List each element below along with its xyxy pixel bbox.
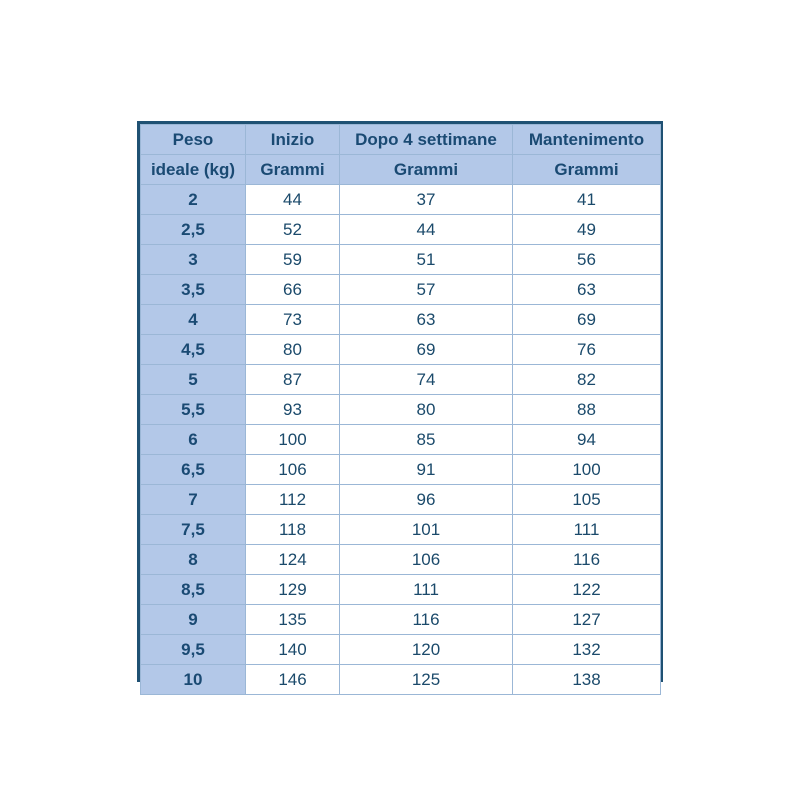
after-4-weeks-grams-cell: 120 bbox=[340, 635, 513, 665]
maintenance-grams-cell: 132 bbox=[513, 635, 661, 665]
column-header-after-4-weeks: Dopo 4 settimane bbox=[340, 125, 513, 155]
maintenance-grams-cell: 76 bbox=[513, 335, 661, 365]
start-grams-cell: 80 bbox=[246, 335, 340, 365]
after-4-weeks-grams-cell: 80 bbox=[340, 395, 513, 425]
after-4-weeks-grams-cell: 101 bbox=[340, 515, 513, 545]
start-grams-cell: 118 bbox=[246, 515, 340, 545]
start-grams-cell: 73 bbox=[246, 305, 340, 335]
table-row bbox=[141, 665, 661, 695]
after-4-weeks-grams-cell: 106 bbox=[340, 545, 513, 575]
after-4-weeks-grams-cell: 111 bbox=[340, 575, 513, 605]
start-grams-cell: 52 bbox=[246, 215, 340, 245]
maintenance-grams-cell: 122 bbox=[513, 575, 661, 605]
maintenance-grams-cell: 111 bbox=[513, 515, 661, 545]
start-grams-cell: 140 bbox=[246, 635, 340, 665]
start-grams-cell: 135 bbox=[246, 605, 340, 635]
weight-cell: 9,5 bbox=[141, 635, 246, 665]
maintenance-grams-cell: 56 bbox=[513, 245, 661, 275]
maintenance-grams-cell: 94 bbox=[513, 425, 661, 455]
weight-cell: 8,5 bbox=[141, 575, 246, 605]
weight-cell: 6,5 bbox=[141, 455, 246, 485]
weight-cell: 2,5 bbox=[141, 215, 246, 245]
start-grams-cell: 44 bbox=[246, 185, 340, 215]
start-grams-cell: 112 bbox=[246, 485, 340, 515]
start-grams-cell: 66 bbox=[246, 275, 340, 305]
maintenance-grams-cell: 69 bbox=[513, 305, 661, 335]
table-row bbox=[141, 275, 661, 305]
unit-header-start: Grammi bbox=[246, 155, 340, 185]
maintenance-grams-cell: 100 bbox=[513, 455, 661, 485]
table-row bbox=[141, 635, 661, 665]
table-row bbox=[141, 215, 661, 245]
weight-cell: 10 bbox=[141, 665, 246, 695]
start-grams-cell: 124 bbox=[246, 545, 340, 575]
maintenance-grams-cell: 116 bbox=[513, 545, 661, 575]
table-row bbox=[141, 455, 661, 485]
table-row bbox=[141, 515, 661, 545]
weight-cell: 8 bbox=[141, 545, 246, 575]
maintenance-grams-cell: 138 bbox=[513, 665, 661, 695]
weight-cell: 7,5 bbox=[141, 515, 246, 545]
after-4-weeks-grams-cell: 37 bbox=[340, 185, 513, 215]
after-4-weeks-grams-cell: 125 bbox=[340, 665, 513, 695]
header-row-titles bbox=[141, 125, 661, 155]
start-grams-cell: 106 bbox=[246, 455, 340, 485]
table-row bbox=[141, 185, 661, 215]
weight-cell: 5,5 bbox=[141, 395, 246, 425]
table-body bbox=[141, 185, 661, 695]
unit-header-after-4-weeks: Grammi bbox=[340, 155, 513, 185]
weight-cell: 7 bbox=[141, 485, 246, 515]
after-4-weeks-grams-cell: 91 bbox=[340, 455, 513, 485]
start-grams-cell: 59 bbox=[246, 245, 340, 275]
table-row bbox=[141, 575, 661, 605]
column-header-maintenance: Mantenimento bbox=[513, 125, 661, 155]
table-row bbox=[141, 485, 661, 515]
weight-cell: 9 bbox=[141, 605, 246, 635]
feeding-table bbox=[140, 124, 661, 695]
table-row bbox=[141, 335, 661, 365]
table-row bbox=[141, 605, 661, 635]
start-grams-cell: 100 bbox=[246, 425, 340, 455]
weight-cell: 3 bbox=[141, 245, 246, 275]
table-row bbox=[141, 395, 661, 425]
table-row bbox=[141, 305, 661, 335]
after-4-weeks-grams-cell: 51 bbox=[340, 245, 513, 275]
column-header-start: Inizio bbox=[246, 125, 340, 155]
after-4-weeks-grams-cell: 63 bbox=[340, 305, 513, 335]
weight-cell: 2 bbox=[141, 185, 246, 215]
table-row bbox=[141, 425, 661, 455]
after-4-weeks-grams-cell: 69 bbox=[340, 335, 513, 365]
after-4-weeks-grams-cell: 116 bbox=[340, 605, 513, 635]
table-row bbox=[141, 545, 661, 575]
header-row-units bbox=[141, 155, 661, 185]
after-4-weeks-grams-cell: 44 bbox=[340, 215, 513, 245]
after-4-weeks-grams-cell: 74 bbox=[340, 365, 513, 395]
table-row bbox=[141, 365, 661, 395]
maintenance-grams-cell: 127 bbox=[513, 605, 661, 635]
maintenance-grams-cell: 49 bbox=[513, 215, 661, 245]
weight-cell: 4,5 bbox=[141, 335, 246, 365]
after-4-weeks-grams-cell: 85 bbox=[340, 425, 513, 455]
weight-cell: 3,5 bbox=[141, 275, 246, 305]
start-grams-cell: 87 bbox=[246, 365, 340, 395]
start-grams-cell: 146 bbox=[246, 665, 340, 695]
weight-header-line2: ideale (kg) bbox=[141, 155, 246, 185]
feeding-table-frame bbox=[137, 121, 663, 689]
unit-header-maintenance: Grammi bbox=[513, 155, 661, 185]
after-4-weeks-grams-cell: 57 bbox=[340, 275, 513, 305]
maintenance-grams-cell: 105 bbox=[513, 485, 661, 515]
maintenance-grams-cell: 88 bbox=[513, 395, 661, 425]
maintenance-grams-cell: 63 bbox=[513, 275, 661, 305]
maintenance-grams-cell: 82 bbox=[513, 365, 661, 395]
start-grams-cell: 129 bbox=[246, 575, 340, 605]
weight-header-line1: Peso bbox=[141, 125, 246, 155]
weight-cell: 4 bbox=[141, 305, 246, 335]
weight-cell: 5 bbox=[141, 365, 246, 395]
maintenance-grams-cell: 41 bbox=[513, 185, 661, 215]
after-4-weeks-grams-cell: 96 bbox=[340, 485, 513, 515]
start-grams-cell: 93 bbox=[246, 395, 340, 425]
table-row bbox=[141, 245, 661, 275]
weight-cell: 6 bbox=[141, 425, 246, 455]
